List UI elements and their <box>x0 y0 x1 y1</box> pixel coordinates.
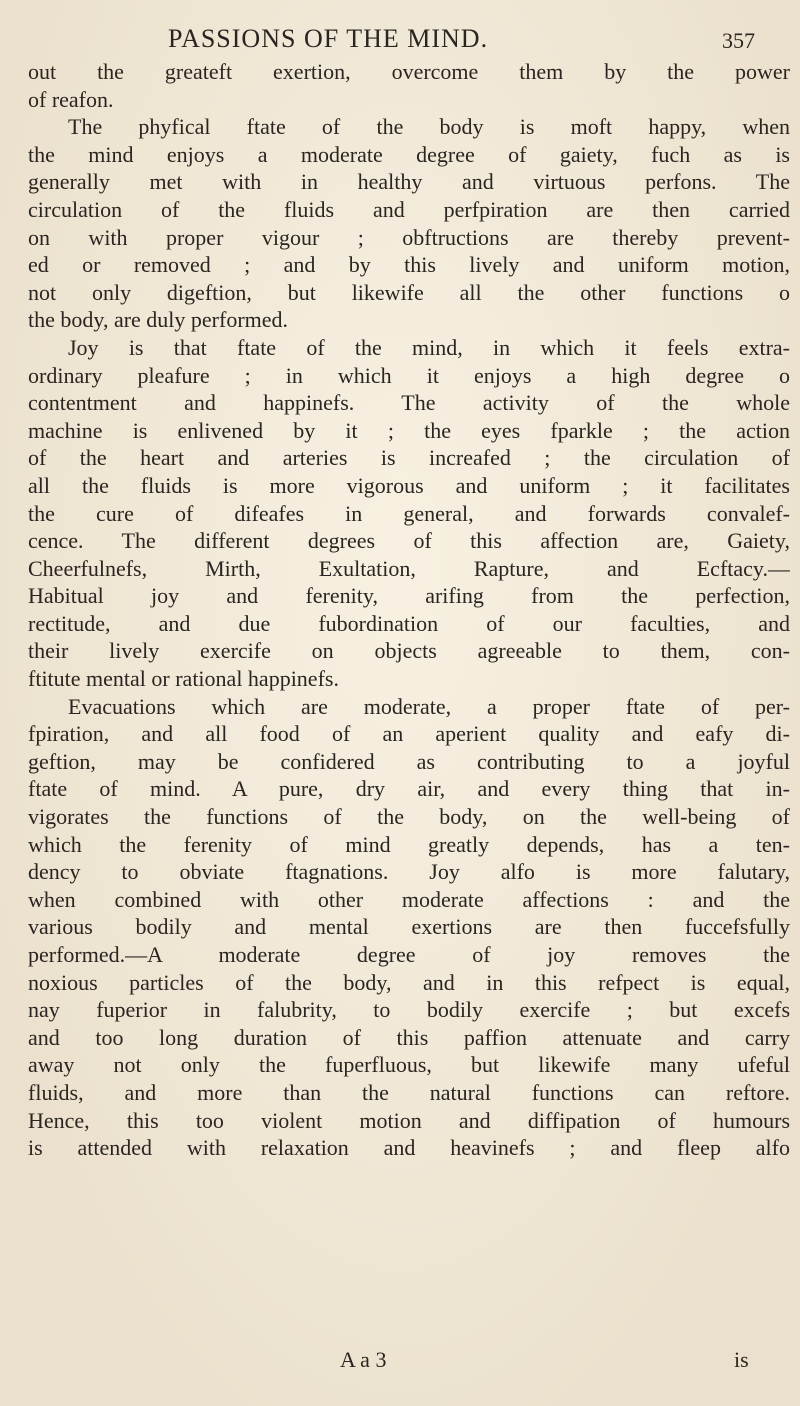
text-line: performed.—A moderate degree of joy removes the <box>28 942 790 967</box>
text-line: ftitute mental or rational happinefs. <box>28 666 339 692</box>
text-line: the mind enjoys a moderate degree of gaiety, fuch as is <box>28 141 790 167</box>
text-line: fpiration, and all food of an aperient quality and eafy di- <box>28 721 790 747</box>
text-line: Habitual joy and ferenity, arifing from the perfection, <box>28 583 790 609</box>
text-line: fluids, and more than the natural functions can reftore. <box>28 1079 790 1105</box>
text-line: and too long duration of this paffion attenuate and carry <box>28 1024 790 1050</box>
text-line: all the fluids is more vigorous and uniform ; it facilitates <box>28 472 790 498</box>
text-line: their lively exercife on objects agreeable to them, con- <box>28 638 790 664</box>
text-line: rectitude, and due fubordination of our faculties, and <box>28 610 790 636</box>
text-line: ordinary pleafure ; in which it enjoys a high degree o <box>28 362 790 388</box>
catchword: is <box>734 1347 749 1372</box>
text-line: machine is enlivened by it ; the eyes fparkle ; the action <box>28 417 790 443</box>
running-title: PASSIONS OF THE MIND. <box>168 24 489 53</box>
text-line: not only digeftion, but likewife all the other functions o <box>28 279 790 305</box>
text-line: cence. The different degrees of this affection are, Gaiety, <box>28 528 790 554</box>
text-line: vigorates the functions of the body, on the well-being of <box>28 804 790 830</box>
text-line: of reafon. <box>28 86 114 112</box>
body-text <box>28 58 790 1162</box>
running-head <box>168 20 788 60</box>
text-line: when combined with other moderate affections : and the <box>28 886 790 912</box>
page-number: 357 <box>722 28 755 53</box>
text-line: contentment and happinefs. The activity of the whole <box>28 390 790 416</box>
text-line: Evacuations which are moderate, a proper ftate of per- <box>68 693 790 719</box>
text-line: generally met with in healthy and virtuous perfons. The <box>28 169 790 195</box>
text-line: dency to obviate ftagnations. Joy alfo is more falutary, <box>28 859 790 885</box>
text-line: various bodily and mental exertions are then fuccefsfully <box>28 914 790 940</box>
text-line: is attended with relaxation and heavinefs ; and fleep alfo <box>28 1135 790 1161</box>
text-line: the cure of difeafes in general, and forwards convalef- <box>28 500 790 526</box>
text-line: geftion, may be confidered as contributing to a joyful <box>28 748 790 774</box>
text-line: on with proper vigour ; obftructions are thereby prevent- <box>28 224 790 250</box>
text-line: the body, are duly performed. <box>28 307 289 333</box>
text-line: noxious particles of the body, and in this refpect is equal, <box>28 969 790 995</box>
text-line: of the heart and arteries is increafed ; the circulation of <box>28 445 790 471</box>
text-line: out the greateft exertion, overcome them by the power <box>28 59 790 84</box>
text-line: which the ferenity of mind greatly depends, has a ten- <box>28 831 790 857</box>
text-line: nay fuperior in falubrity, to bodily exercife ; but excefs <box>28 997 790 1023</box>
text-line: ftate of mind. A pure, dry air, and every thing that in- <box>28 776 790 802</box>
footer-line <box>28 1347 790 1375</box>
text-line: away not only the fuperfluous, but likewife many ufeful <box>28 1052 790 1078</box>
text-line: Hence, this too violent motion and diffipation of humours <box>28 1107 790 1133</box>
text-line: Cheerfulnefs, Mirth, Exultation, Rapture, and Ecftacy.— <box>28 555 790 581</box>
printer-signature: A a 3 <box>340 1347 387 1372</box>
text-line: circulation of the fluids and perfpiration are then carried <box>28 196 790 222</box>
text-line: Joy is that ftate of the mind, in which it feels extra- <box>68 334 790 360</box>
text-line: ed or removed ; and by this lively and uniform motion, <box>28 252 790 278</box>
text-line: The phyfical ftate of the body is moft happy, when <box>68 114 790 140</box>
